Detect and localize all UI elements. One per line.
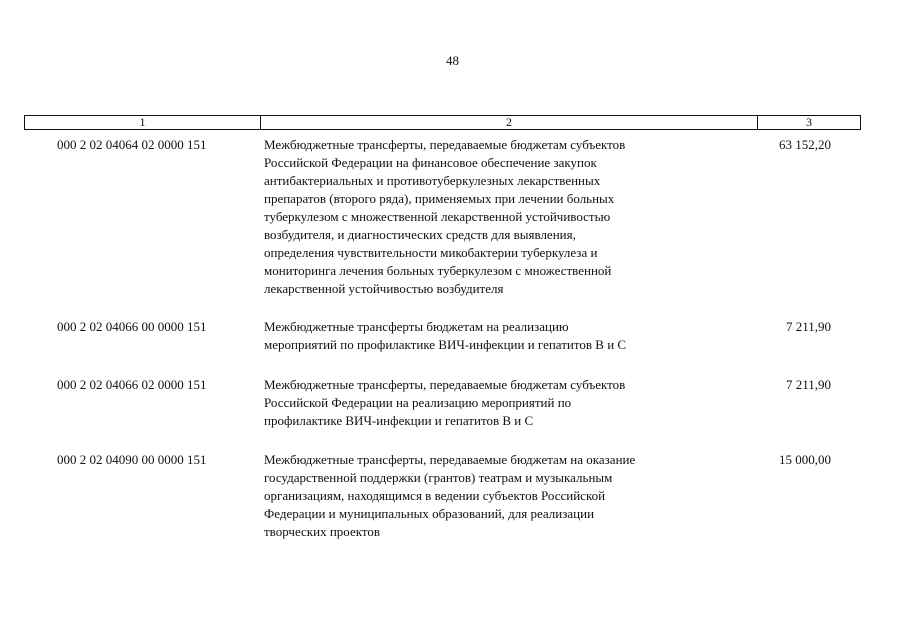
- row-description: [264, 318, 714, 354]
- row-description: [264, 451, 714, 541]
- description-line: Межбюджетные трансферты, передаваемые бюджетам субъектов: [264, 377, 626, 392]
- description-line: мониторинга лечения больных туберкулезом с множественной: [264, 263, 612, 278]
- description-line: государственной поддержки (грантов) театрам и музыкальным: [264, 470, 613, 485]
- amount: 15 000,00: [779, 452, 831, 467]
- description-line: Межбюджетные трансферты, передаваемые бюджетам на оказание: [264, 452, 636, 467]
- description-line: Российской Федерации на финансовое обеспечение закупок: [264, 155, 597, 170]
- budget-code: 000 2 02 04064 02 0000 151: [57, 137, 207, 152]
- table-header: [24, 115, 861, 130]
- amount: 7 211,90: [785, 319, 831, 334]
- description-line: профилактике ВИЧ-инфекции и гепатитов В и С: [264, 413, 534, 428]
- budget-code: 000 2 02 04066 02 0000 151: [57, 377, 207, 392]
- description-line: организациям, находящимся в ведении субъектов Российской: [264, 488, 606, 503]
- description-line: туберкулезом с множественной лекарственной устойчивостью: [264, 209, 611, 224]
- description-line: препаратов (второго ряда), применяемых при лечении больных: [264, 191, 615, 206]
- description-line: возбудителя, и диагностических средств для выявления,: [264, 227, 576, 242]
- amount: 63 152,20: [779, 137, 831, 152]
- description-line: лекарственной устойчивостью возбудителя: [264, 281, 504, 296]
- description-line: мероприятий по профилактике ВИЧ-инфекции и гепатитов В и С: [264, 337, 627, 352]
- description-line: Межбюджетные трансферты бюджетам на реализацию: [264, 319, 569, 334]
- description-line: антибактериальных и противотуберкулезных лекарственных: [264, 173, 601, 188]
- budget-code: 000 2 02 04090 00 0000 151: [57, 452, 207, 467]
- description-line: Федерации и муниципальных образований, для реализации: [264, 506, 595, 521]
- description-line: Российской Федерации на реализацию мероприятий по: [264, 395, 572, 410]
- description-line: Межбюджетные трансферты, передаваемые бюджетам субъектов: [264, 137, 626, 152]
- description-line: определения чувствительности микобактерии туберкулеза и: [264, 245, 598, 260]
- header-col-3: 3: [806, 115, 812, 129]
- description-line: творческих проектов: [264, 524, 381, 539]
- budget-code: 000 2 02 04066 00 0000 151: [57, 319, 207, 334]
- row-description: [264, 136, 714, 298]
- amount: 7 211,90: [785, 377, 831, 392]
- page-number: 48: [446, 53, 459, 68]
- row-description: [264, 376, 714, 430]
- header-col-1: 1: [25, 116, 261, 129]
- header-col-2: 2: [261, 116, 758, 129]
